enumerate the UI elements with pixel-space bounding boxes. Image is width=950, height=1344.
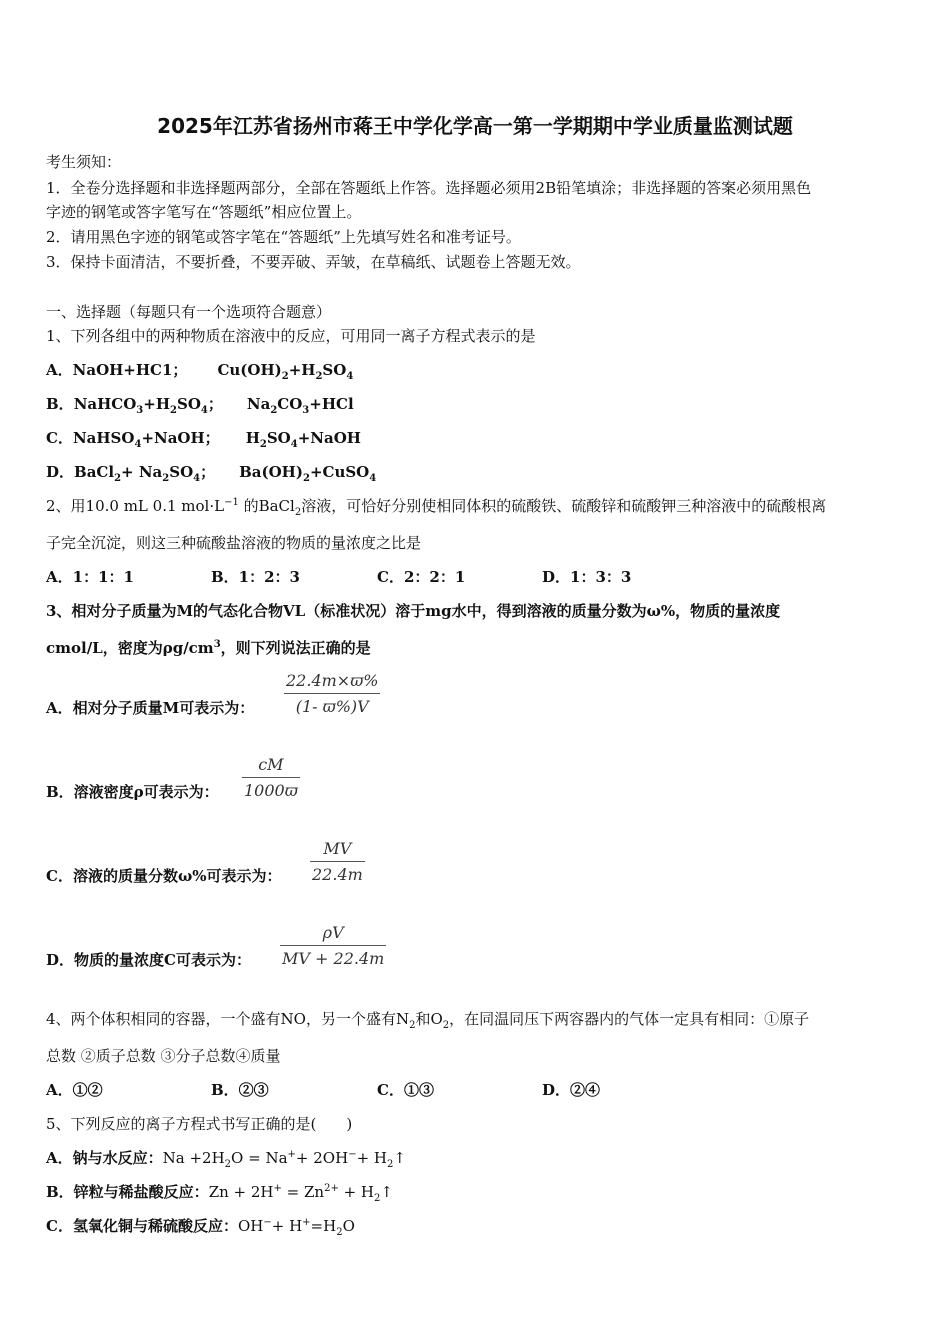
question-4-stem-line2: 总数 ②质子总数 ③分子总数④质量 xyxy=(46,1047,281,1065)
question-2-option-d: D．1：3：3 xyxy=(542,568,632,586)
notice-item: 1．全卷分选择题和非选择题两部分，全部在答题纸上作答。选择题必须用2B铅笔填涂；非选择题的答案必须用黑色 xyxy=(46,179,812,197)
question-2-stem: 2、用10.0 mL 0.1 $mol\cdot L^{-1}$ 的BaCl$_2$溶液，可恰好分别使相同体积的硫酸铁、硫酸锌和硫酸钾三种溶液中的硫酸根离 xyxy=(46,497,827,518)
question-1-option-a: A．NaOH+HC1； $Cu(OH)_2+H_2SO_4$ xyxy=(46,361,354,382)
question-1-option-c: C．NaHSO$_4$+NaOH； $H_2SO_4+NaOH$ xyxy=(46,429,361,450)
question-1-stem: 1、下列各组中的两种物质在溶液中的反应，可用同一离子方程式表示的是 xyxy=(46,327,536,345)
question-4-option-c: C．①③ xyxy=(377,1081,434,1099)
question-5-option-b: B．锌粒与稀盐酸反应：$Zn + 2H^+ = Zn^{2+}$ + $H_2↑$ xyxy=(46,1183,393,1204)
notice-item: 字迹的钢笔或答字笔写在“答题纸”相应位置上。 xyxy=(46,203,362,221)
notice-item: 2．请用黑色字迹的钢笔或答字笔在“答题纸”上先填写姓名和准考证号。 xyxy=(46,228,521,246)
page-title: 2025年江苏省扬州市蒋王中学化学高一第一学期期中学业质量监测试题 xyxy=(157,114,793,138)
section-heading: 一、选择题（每题只有一个选项符合题意） xyxy=(46,303,332,321)
question-2-option-a: A．1：1：1 xyxy=(46,568,134,586)
question-2-option-c: C．2：2：1 xyxy=(377,568,466,586)
question-4-option-b: B．②③ xyxy=(211,1081,269,1099)
question-4-option-d: D．②④ xyxy=(542,1081,601,1099)
question-3-option-d: D．物质的量浓度C可表示为： xyxy=(46,951,251,969)
question-4-option-a: A．①② xyxy=(46,1081,103,1099)
formula-fraction: MV 22.4m xyxy=(312,839,363,884)
question-3-stem-line2: cmol/L，密度为$\rho g/cm^3$，则下列说法正确的是 xyxy=(46,639,371,657)
question-5-stem: 5、下列反应的离子方程式书写正确的是( ) xyxy=(46,1115,353,1133)
question-5-option-a: A．钠与水反应：$Na +2H_2O = Na^++ 2OH^-+$ $H_2↑$ xyxy=(46,1149,406,1170)
question-4-stem: 4、两个体积相同的容器，一个盛有NO，另一个盛有$N_2$和$O_2$，在同温同压下两容器内的气体一定具有相同：①原子 xyxy=(46,1010,810,1031)
question-3-option-a: A．相对分子质量M可表示为： xyxy=(46,699,255,717)
notice-heading: 考生须知： xyxy=(46,153,122,171)
formula-fraction: ρV MV + 22.4m xyxy=(282,923,385,968)
question-2-stem-line2: 子完全沉淀，则这三种硫酸盐溶液的物质的量浓度之比是 xyxy=(46,534,422,552)
question-5-option-c: C．氢氧化铜与稀硫酸反应：$OH^-+ H^+=H_2O$ xyxy=(46,1217,355,1238)
notice-item: 3．保持卡面清洁，不要折叠，不要弄破、弄皱，在草稿纸、试题卷上答题无效。 xyxy=(46,253,581,271)
question-1-option-b: B．$NaHCO_3+H_2SO_4$； $Na_2CO_3+HCl$ xyxy=(46,395,354,416)
formula-fraction: 22.4m×ϖ% (1- ϖ%)V xyxy=(286,671,379,716)
question-3-option-b: B．溶液密度ρ可表示为： xyxy=(46,783,219,801)
question-1-option-d: D．BaCl$_2$+ $Na_2SO_4$； $Ba(OH)_2+CuSO_4$ xyxy=(46,463,377,484)
question-3-option-c: C．溶液的质量分数ω%可表示为： xyxy=(46,867,282,885)
question-3-stem: 3、相对分子质量为M的气态化合物VL（标准状况）溶于mg水中，得到溶液的质量分数为ω%，物质的量浓度 xyxy=(46,602,781,620)
formula-fraction: cM 1000ϖ xyxy=(244,755,298,800)
question-2-option-b: B．1：2：3 xyxy=(211,568,300,586)
